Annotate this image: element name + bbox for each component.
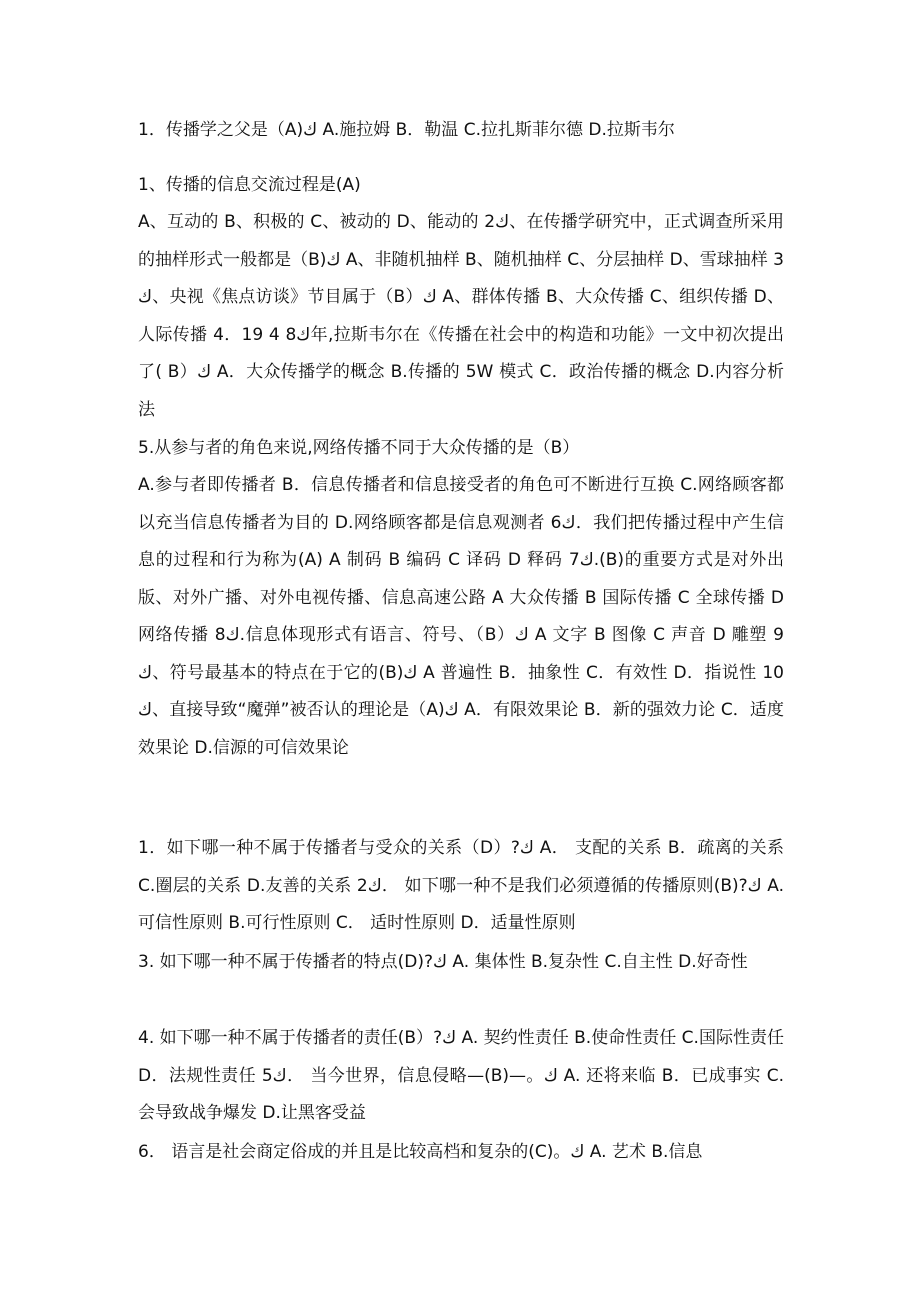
- paragraph-q5-stem: 5.从参与者的角色来说,网络传播不同于大众传播的是（B）: [138, 438, 580, 458]
- paragraph-section2-q4-q5: 4. 如下哪一种不属于传播者的责任(B）?ك A. 契约性责任 B.使命性责任 C.国际性责任 D．法规性责任 5ك． 当今世界，信息侵略—(B)—。ك A. 还将来临 B．已成事实 C.会导致战争爆发 D.让黑客受益: [138, 1028, 784, 1123]
- paragraph-q1-exchange-process: 1、传播的信息交流过程是(A): [138, 175, 361, 195]
- paragraph-section2-q6: 6． 语言是社会商定俗成的并且是比较高档和复杂的(C)。ك A. 艺术 B.信息: [138, 1142, 703, 1162]
- paragraph-q1-q4-block: A、互动的 B、积极的 C、被动的 D、能动的 2ك、在传播学研究中，正式调查所采用的抽样形式一般都是（B)ك A、非随机抽样 B、随机抽样 C、分层抽样 D、雪球抽样 3ك、央视《焦点访谈》节目属于（B）ك A、群体传播 B、大众传播 C、组织传播 D、人际传播 4．19 4 8ك年,拉斯韦尔在《传播在社会中的构造和功能》一文中初次提出了( B）ك A．大众传播学的概念 B.传播的 5W 模式 C．政治传播的概念 D.内容分析法: [138, 212, 785, 420]
- paragraph-section2-q3: 3. 如下哪一种不属于传播者的特点(D)?ك A. 集体性 B.复杂性 C.自主性 D.好奇性: [138, 952, 748, 972]
- paragraph-q1-father-of-communication: 1．传播学之父是（A)ك A.施拉姆 B．勒温 C.拉扎斯菲尔德 D.拉斯韦尔: [138, 120, 675, 140]
- paragraph-q5-q10-block: A.参与者即传播者 B．信息传播者和信息接受者的角色可不断进行互换 C.网络顾客都以充当信息传播者为目的 D.网络顾客都是信息观测者 6ك．我们把传播过程中产生信息的过程和行为称为(A) A 制码 B 编码 C 译码 D 释码 7ك.(B)的重要方式是对外出版、对外广播、对外电视传播、信息高速公路 A 大众传播 B 国际传播 C 全球传播 D 网络传播 8ك.信息体现形式有语言、符号、（B）ك A 文字 B 图像 C 声音 D 雕塑 9ك、符号最基本的特点在于它的(B)ك A 普遍性 B．抽象性 C．有效性 D．指说性 10ك、直接导致“魔弹”被否认的理论是（A)ك A．有限效果论 B．新的强效力论 C．适度效果论 D.信源的可信效果论: [138, 475, 784, 758]
- paragraph-section2-q1-q2: 1．如下哪一种不属于传播者与受众的关系（D）?ك A． 支配的关系 B．疏离的关系 C.圈层的关系 D.友善的关系 2ك． 如下哪一种不是我们必须遵循的传播原则(B)?ك A. 可信性原则 B.可行性原则 C． 适时性原则 D．适量性原则: [138, 838, 784, 933]
